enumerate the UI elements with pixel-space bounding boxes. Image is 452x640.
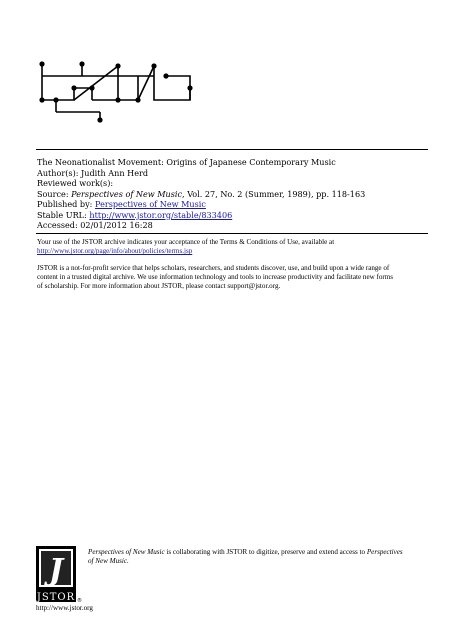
top-divider [36, 149, 428, 150]
publisher-link[interactable]: Perspectives of New Music [94, 199, 206, 209]
middle-divider [36, 233, 428, 234]
author-line: Author(s): Judith Ann Herd [37, 167, 149, 178]
source-journal: Perspectives of New Music [71, 188, 183, 199]
svg-text:J: J [48, 553, 64, 588]
terms-text: Your use of the JSTOR archive indicates your acceptance of the Terms & Conditions of Use, available at [37, 238, 335, 246]
network-graphic [34, 56, 204, 132]
svg-text:®: ® [77, 598, 82, 604]
terms-link[interactable]: http://www.jstor.org/page/info/about/policies/terms.jsp [37, 247, 193, 256]
terms-paragraph [37, 238, 429, 256]
journal-logo [34, 56, 204, 132]
citation-block [37, 157, 427, 231]
svg-text:JSTOR: JSTOR [36, 592, 76, 603]
stable-url-line: Stable URL: http://www.jstor.org/stable/833406 [37, 209, 233, 220]
reviewed-line: Reviewed work(s): [37, 178, 114, 188]
published-line: Published by: Perspectives of New Music [37, 199, 206, 209]
jstor-footer-url[interactable]: http://www.jstor.org [36, 604, 93, 612]
stable-url-link[interactable]: http://www.jstor.org/stable/833406 [89, 209, 233, 220]
source-line: Source: Perspectives of New Music, Vol. 27, No. 2 (Summer, 1989), pp. 118-163 [37, 188, 366, 199]
article-title: The Neonationalist Movement: Origins of Japanese Contemporary Music [37, 157, 336, 167]
about-paragraph: JSTOR is a not-for-profit service that helps scholars, researchers, and students discover, use, and build upon a wide range of content in a trusted digital archive. We use information technology and tools to increase productivity and facilitate new forms of scholarship. For more information about JSTOR, please contact support@jstor.org. [37, 264, 394, 291]
collaboration-note: Perspectives of New Music is collaborating with JSTOR to digitize, preserve and extend access to Perspectives of New Music. [88, 548, 403, 565]
jstor-logo [36, 546, 80, 604]
accessed-line: Accessed: 02/01/2012 16:28 [37, 220, 153, 230]
